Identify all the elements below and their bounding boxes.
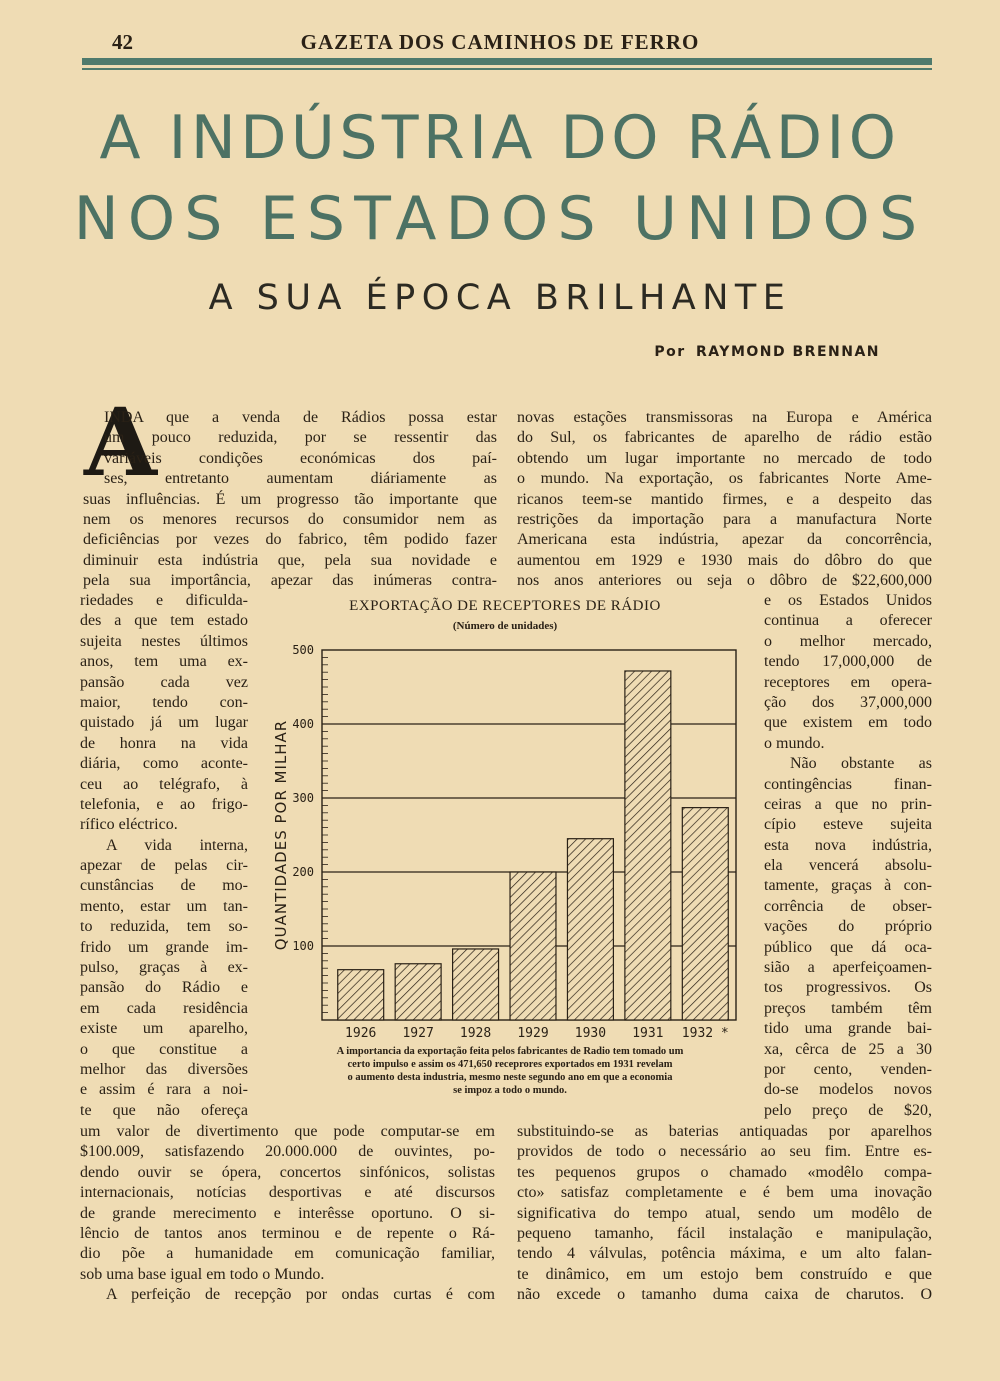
y-tick-label: 400 (292, 717, 314, 731)
header-rule-thin (82, 68, 932, 70)
text-line: te dinâmico, em um estojo bem construído e que (517, 1265, 932, 1283)
running-title: GAZETA DOS CAMINHOS DE FERRO (300, 30, 700, 54)
bar-1927 (395, 964, 441, 1020)
text-line: esta nova indústria, (764, 836, 932, 854)
y-tick-label: 100 (292, 939, 314, 953)
text-line: lêncio de tantos anos terminou e de repente o Rá- (80, 1224, 495, 1242)
caption-line: certo impulso e assim os 471,650 receprores exportados em 1931 revelam (347, 1059, 673, 1070)
text-line: ses, entretanto aumentam diáriamente as (104, 470, 497, 488)
header-rule-thick (82, 58, 932, 65)
text-line: o mundo. (764, 734, 825, 752)
text-line: tos progressivos. Os (764, 979, 932, 997)
text-line: cto» satisfaz completamente e é bem uma inovação (517, 1184, 932, 1202)
text-line: frido um grande im- (80, 938, 248, 956)
y-tick-label: 500 (292, 643, 314, 657)
text-line: INDA que a venda de Rádios possa estar (104, 409, 497, 426)
text-line: suas influências. É um progresso tão importante que (83, 490, 497, 508)
text-line: diminuir esta indústria que, pela sua novidade e (83, 551, 497, 569)
text-line: nem os menores recursos do consumidor nem as (83, 510, 497, 528)
bar-1929 (510, 872, 556, 1020)
text-line: xa, cêrca de 25 a 30 (764, 1040, 932, 1058)
text-line: pela sua importância, apezar das inúmeras contra- (83, 572, 497, 590)
text-line: sob uma base igual em todo o Mundo. (80, 1265, 325, 1283)
text-line: preços também têm (764, 999, 932, 1017)
text-line: o que constitue a (80, 1040, 248, 1058)
bar-1932 (682, 808, 728, 1020)
text-line: anos, tem uma ex- (80, 653, 248, 671)
left-column-top (83, 408, 497, 592)
x-tick-label: 1930 (574, 1026, 607, 1041)
text-line: apezar de pelas cir- (80, 857, 248, 875)
text-line: vações do próprio (764, 918, 932, 936)
article-title-line-2: NOS ESTADOS UNIDOS (73, 184, 927, 254)
byline (654, 344, 880, 360)
text-line: em cada residência (80, 999, 248, 1017)
caption-line: o aumento desta industria, mesmo neste segundo ano em que a economia (347, 1072, 673, 1083)
text-line: Americana esta indústria, apezar da concorrência, (517, 531, 932, 549)
text-line: e assim é rara a noi- (80, 1081, 248, 1099)
right-column-narrow (764, 591, 932, 1121)
chart-title: EXPORTAÇÃO DE RECEPTORES DE RÁDIO (349, 598, 661, 614)
text-line: ção dos 37,000,000 (764, 693, 932, 711)
caption-line: A importancia da exportação feita pelos fabricantes de Radio tem tomado um (336, 1046, 684, 1057)
left-column-narrow (80, 591, 248, 1121)
y-tick-label: 300 (292, 791, 314, 805)
text-line: A perfeição de recepção por ondas curtas é com (106, 1286, 495, 1304)
text-line: dendo ouvir se ópera, concertos sinfónicos, solistas (80, 1163, 495, 1181)
text-line: des a que tem estado (80, 612, 248, 630)
article-title-line-1: A INDÚSTRIA DO RÁDIO (99, 103, 901, 173)
text-line: um valor de divertimento que pode computar-se em (80, 1123, 495, 1140)
byline-author: RAYMOND BRENNAN (696, 344, 880, 360)
text-line: significativa do tempo atual, sendo um modêlo de (517, 1204, 932, 1222)
text-line: de honra na vida (80, 734, 248, 752)
chart-subtitle: (Número de unidades) (452, 620, 558, 632)
y-tick-label: 200 (292, 865, 314, 879)
text-line: maior, tendo con- (80, 693, 248, 711)
x-tick-label: 1931 (632, 1026, 664, 1041)
page-number: 42 (112, 30, 133, 54)
bar-1928 (453, 949, 499, 1020)
text-line: cunstâncias de mo- (80, 877, 248, 895)
bar-1926 (338, 970, 384, 1020)
text-line: internacionais, notícias desportivas e até discursos (80, 1184, 495, 1202)
text-line: to reduzida, tem so- (80, 918, 248, 936)
text-line: tes pequenos grupos o chamado «modêlo compa- (517, 1163, 932, 1181)
text-line: um pouco reduzida, por se ressentir das (104, 429, 497, 447)
text-line: tido uma grande bai- (764, 1020, 932, 1038)
text-line: existe um aparelho, (80, 1020, 248, 1038)
text-line: ceiras a que no prin- (764, 795, 932, 813)
text-line: ceu ao telégrafo, à (80, 775, 248, 793)
x-tick-label: 1932 * (681, 1026, 729, 1041)
text-line: quistado já um lugar (80, 714, 248, 732)
right-column-bottom (517, 1122, 932, 1306)
text-line: deficiências por vezes do fabrico, têm podido fazer (83, 531, 497, 549)
byline-prefix: Por (654, 344, 686, 360)
text-line: variáveis condições económicas dos paí- (104, 449, 497, 467)
text-line: o melhor mercado, (764, 632, 932, 650)
text-line: $100.009, satisfazendo 20.000.000 de ouvintes, po- (80, 1143, 495, 1161)
text-line: restrições da importação para a manufactura Norte (517, 510, 932, 528)
text-line: providos de todo o necessário ao seu fim. Entre es- (517, 1143, 932, 1161)
text-line: pequeno tamanho, fácil instalação e manipulação, (517, 1224, 932, 1242)
right-column-top (517, 408, 932, 592)
text-line: obtendo um lugar importante no mercado de todo (517, 449, 932, 467)
y-axis-label: QUANTIDADES POR MILHAR (272, 719, 290, 951)
text-line: do-se modelos novos (764, 1081, 932, 1099)
drop-cap: A (84, 388, 157, 498)
text-line: pansão do Rádio e (80, 979, 248, 997)
x-tick-label: 1928 (459, 1026, 492, 1041)
text-line: tendo 17,000,000 de (764, 653, 932, 671)
text-line: pelo preço de $20, (764, 1101, 932, 1119)
x-tick-label: 1926 (345, 1026, 377, 1041)
bar-1931 (625, 671, 671, 1020)
text-line: dio põe a humanidade em comunicação familiar, (80, 1245, 495, 1263)
text-line: corrência de obser- (764, 897, 932, 915)
text-line: pulso, graças à ex- (80, 959, 248, 977)
text-line: ricanos teem-se mantido firmes, e a despeito das (517, 490, 932, 508)
text-line: Não obstante as (790, 755, 932, 773)
text-line: público que dá oca- (764, 938, 932, 956)
text-line: que existem em todo (764, 714, 932, 732)
text-line: receptores em opera- (764, 673, 932, 691)
left-column-bottom (80, 1122, 495, 1306)
text-line: sião a aperfeiçoamen- (764, 959, 932, 977)
text-line: mento, estar um tan- (80, 897, 248, 915)
text-line: diária, como aconte- (80, 755, 248, 773)
text-line: tendo 4 válvulas, potência máxima, e um alto falan- (517, 1245, 932, 1263)
x-tick-label: 1929 (517, 1026, 549, 1041)
bar-1930 (567, 839, 613, 1020)
text-line: de grande merecimento e interêsse oportuno. O si- (80, 1204, 495, 1222)
chart-caption (270, 1045, 750, 1097)
article-subtitle: A SUA ÉPOCA BRILHANTE (208, 278, 792, 318)
caption-line: se impoz a todo o mundo. (453, 1085, 567, 1096)
text-line: aumentou em 1929 e 1930 mais do dôbro do que (517, 551, 932, 569)
export-bar-chart (262, 636, 762, 1042)
text-line: melhor das diversões (80, 1060, 248, 1078)
text-line: novas estações transmissoras na Europa e América (517, 409, 932, 426)
text-line: do Sul, os fabricantes de aparelho de rádio estão (517, 429, 932, 447)
text-line: tamente, graças à con- (764, 877, 932, 895)
text-line: riedades e dificulda- (80, 592, 248, 609)
text-line: telefonia, e ao frigo- (80, 795, 248, 813)
text-line: substituindo-se as baterias antiquadas por aparelhos (517, 1123, 932, 1140)
text-line: nos anos anteriores ou seja o dôbro de $22,600,000 (517, 572, 932, 590)
text-line: o mundo. Na exportação, os fabricantes Norte Ame- (517, 470, 932, 488)
text-line: por cento, venden- (764, 1060, 932, 1078)
text-line: continua a oferecer (764, 612, 932, 630)
text-line: pansão cada vez (80, 673, 248, 691)
text-line: e os Estados Unidos (764, 592, 932, 609)
text-line: ela vencerá absolu- (764, 857, 932, 875)
text-line: rífico eléctrico. (80, 816, 178, 834)
text-line: não excede o tamanho duma caixa de charutos. O (517, 1286, 932, 1304)
text-line: A vida interna, (106, 836, 248, 854)
text-line: sujeita nestes últimos (80, 632, 248, 650)
text-line: contingências finan- (764, 775, 932, 793)
text-line: te que não ofereça (80, 1101, 248, 1119)
x-tick-label: 1927 (402, 1026, 434, 1041)
text-line: cípio esteve sujeita (764, 816, 932, 834)
